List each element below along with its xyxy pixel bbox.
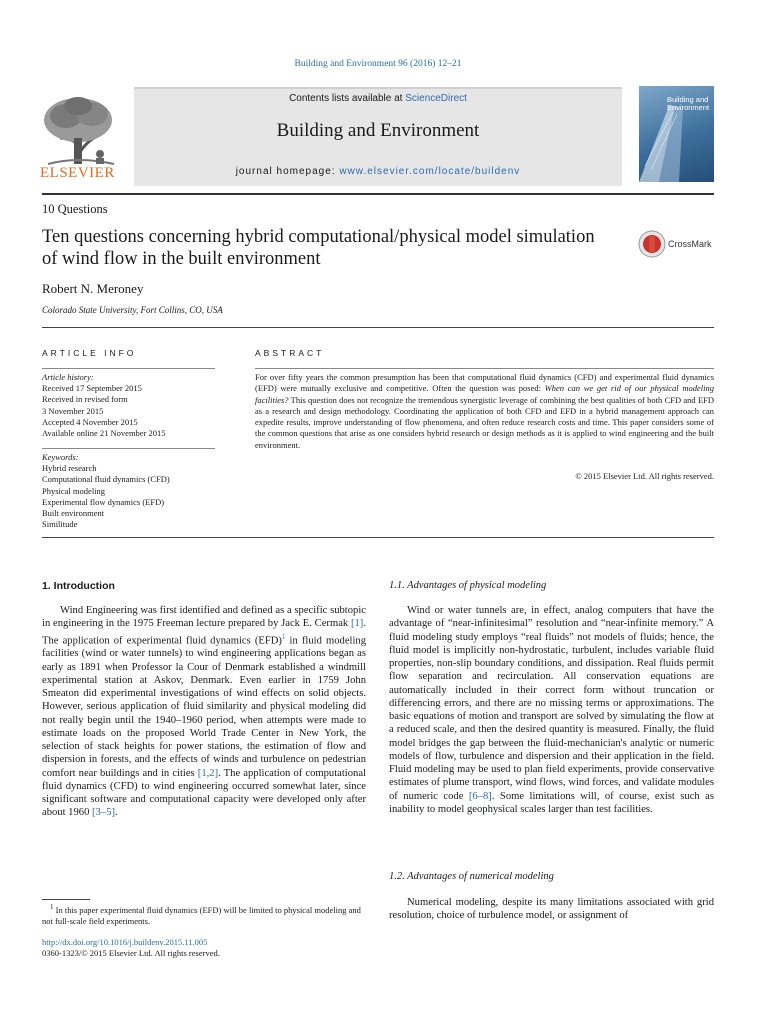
homepage-prefix: journal homepage:	[235, 166, 340, 177]
keyword-item: Built environment	[42, 508, 105, 519]
abstract-divider	[255, 368, 714, 369]
abstract-part: This question does not recognize the tremendous synergistic leverage of combining the best qualities of both CFD and EFD as a research and design methodology. Coordinating the application of both CFD and EFD in a hybrid management approach can expedite results, improve understanding of flow phenomena, and often reduce research costs and time. This paper considers some of the common questions that arise as one considers hybrid research or design methods as it is applied to wind engineering and the built environment.	[255, 394, 714, 450]
sub11-text: . Some limitations will, of course, exist such as inability to model geophysical scales larger than test facilities.	[389, 790, 714, 815]
footnote-mark-link[interactable]: 1	[281, 632, 286, 641]
subsection-1-2-paragraph: Numerical modeling, despite its many limitations associated with grid resolution, choice of turbulence model, or assignment of	[389, 897, 714, 922]
keywords-label: Keywords:	[42, 452, 79, 462]
keyword-item: Hybrid research	[42, 463, 97, 474]
contents-line	[134, 93, 622, 104]
author-affiliation: Colorado State University, Fort Collins, CO, USA	[42, 305, 223, 315]
intro-text: in fluid modeling facilities (wind or water tunnels) to wind engineering applications began as early as 1891 when Professor la Cour of Denmark established a windmill experimental station at Askov, Denmark. Even earlier in 1759 John Smeaton did experimental investigations of wind effects on solid objects. However, serious application of fluid similarity and physical modeling did not really begin until the 1940–1960 period, when attempts were made to estimate loads on the proposed World Trade Center in New York, the selection of stack heights for power stations, the estimation of flow and dispersion in forests, and the effects of winds and turbulence on pedestrian comfort near buildings and in cities	[42, 635, 366, 779]
contents-prefix: Contents lists available at	[289, 93, 406, 104]
cover-title: Building and Environment	[667, 95, 710, 112]
intro-text: Wind Engineering was first identified and defined as a specific subtopic in engineering in the 1975 Freeman lecture prepared by Jack E. Cermak	[42, 605, 366, 630]
header-divider	[42, 193, 714, 195]
subsection-1-1-heading: 1.1. Advantages of physical modeling	[389, 580, 547, 591]
sub11-text: Wind or water tunnels are, in effect, analog computers that have the advantage of “near-infinitesimal” resolution and “near-infinite memory.” A fluid modeling study employs “real fluids” not models of fluids; hence, the fluid model is implicitly non-hydrostatic, turbulent, includes variable fluid properties, non-slip boundary conditions, and dissipation. Real fluids permit flow separation and recirculation. All conservation equations are automatically included in their correct form without truncation or differencing errors, and there are no missing terms or approximations. The basic equations of motion and transport are solved by simulating the flow at a reduced scale, and then the desired quantity is measured. Finally, the fluid model bridges the gap between the fluid-mechanician's analytic or numeric models of flow, turbulence and dispersion and their application in the field. Fluid modeling may be used to plan field experiments, provide conservative estimates of plume transport, wind flows, wind forces, and validate modules of numeric code	[389, 605, 714, 802]
introduction-paragraph	[42, 604, 366, 820]
keyword-item: Experimental flow dynamics (EFD)	[42, 496, 165, 507]
history-item: Accepted 4 November 2015	[42, 416, 138, 427]
history-item: Received in revised form	[42, 394, 128, 405]
journal-homepage-link[interactable]: www.elsevier.com/locate/buildenv	[339, 166, 521, 177]
footnote-number: 1	[50, 903, 54, 911]
abstract-italic-question: When can we get rid of our physical modeling facilities?	[255, 383, 714, 405]
citation-link[interactable]: [1]	[350, 618, 364, 630]
citation-link[interactable]: [3–5]	[92, 807, 115, 819]
issn-copyright: 0360-1323/© 2015 Elsevier Ltd. All rights reserved.	[42, 948, 220, 958]
keyword-item: Computational fluid dynamics (CFD)	[42, 474, 170, 485]
intro-text: .	[114, 807, 118, 819]
citation-link[interactable]: [6–8]	[468, 790, 492, 802]
article-info-divider	[42, 368, 215, 369]
history-item: Available online 21 November 2015	[42, 428, 166, 439]
sciencedirect-link[interactable]: ScienceDirect	[405, 93, 467, 104]
elsevier-wordmark: ELSEVIER	[40, 165, 115, 181]
footnote-text: In this paper experimental fluid dynamics (EFD) will be limited to physical modeling and not full-scale field experiments.	[42, 904, 361, 926]
keywords-list	[42, 452, 220, 530]
intro-text: . The application of computational fluid dynamics (CFD) to wind engineering occurred somewhat later, since significant software and computational capacity were developed only after about 1960	[42, 767, 366, 819]
crossmark-label[interactable]: CrossMark	[668, 239, 712, 249]
history-item: Received 17 September 2015	[42, 383, 142, 394]
subsection-1-2-heading: 1.2. Advantages of numerical modeling	[389, 871, 554, 882]
introduction-heading: 1. Introduction	[42, 580, 115, 592]
article-history	[42, 372, 220, 439]
keywords-divider	[42, 448, 215, 449]
footnote-divider	[42, 899, 90, 900]
intro-text: . The application of experimental fluid dynamics (EFD)	[42, 618, 366, 647]
article-info-heading: ARTICLE INFO	[42, 348, 137, 358]
history-item: 3 November 2015	[42, 405, 104, 416]
keyword-item: Physical modeling	[42, 485, 106, 496]
abstract-text	[255, 372, 714, 451]
journal-homepage-line	[134, 166, 622, 177]
abstract-heading: ABSTRACT	[255, 348, 325, 358]
article-title: Ten questions concerning hybrid computational/physical model simulation of wind flow in the built environment	[42, 227, 595, 269]
footnote	[42, 902, 366, 927]
citation-link[interactable]: [1,2]	[197, 767, 219, 779]
abstract-bottom-divider	[42, 537, 714, 538]
article-section-label: 10 Questions	[42, 202, 108, 216]
journal-reference-link[interactable]: Building and Environment 96 (2016) 12–21	[294, 59, 462, 69]
doi-link[interactable]: http://dx.doi.org/10.1016/j.buildenv.2015.11.005	[42, 937, 208, 947]
journal-title: Building and Environment	[276, 120, 480, 141]
keyword-item: Similitude	[42, 519, 78, 530]
subsection-1-1-paragraph	[389, 604, 714, 816]
abstract-part: For over fifty years the common presumption has been that computational fluid dynamics (CFD) and experimental fluid dynamics (EFD) were mutually exclusive and competitive. Often the question was posed:	[255, 372, 714, 394]
abstract-copyright: © 2015 Elsevier Ltd. All rights reserved.	[575, 471, 714, 481]
history-label: Article history:	[42, 372, 94, 382]
title-divider	[42, 327, 714, 328]
author-name[interactable]: Robert N. Meroney	[42, 281, 144, 296]
